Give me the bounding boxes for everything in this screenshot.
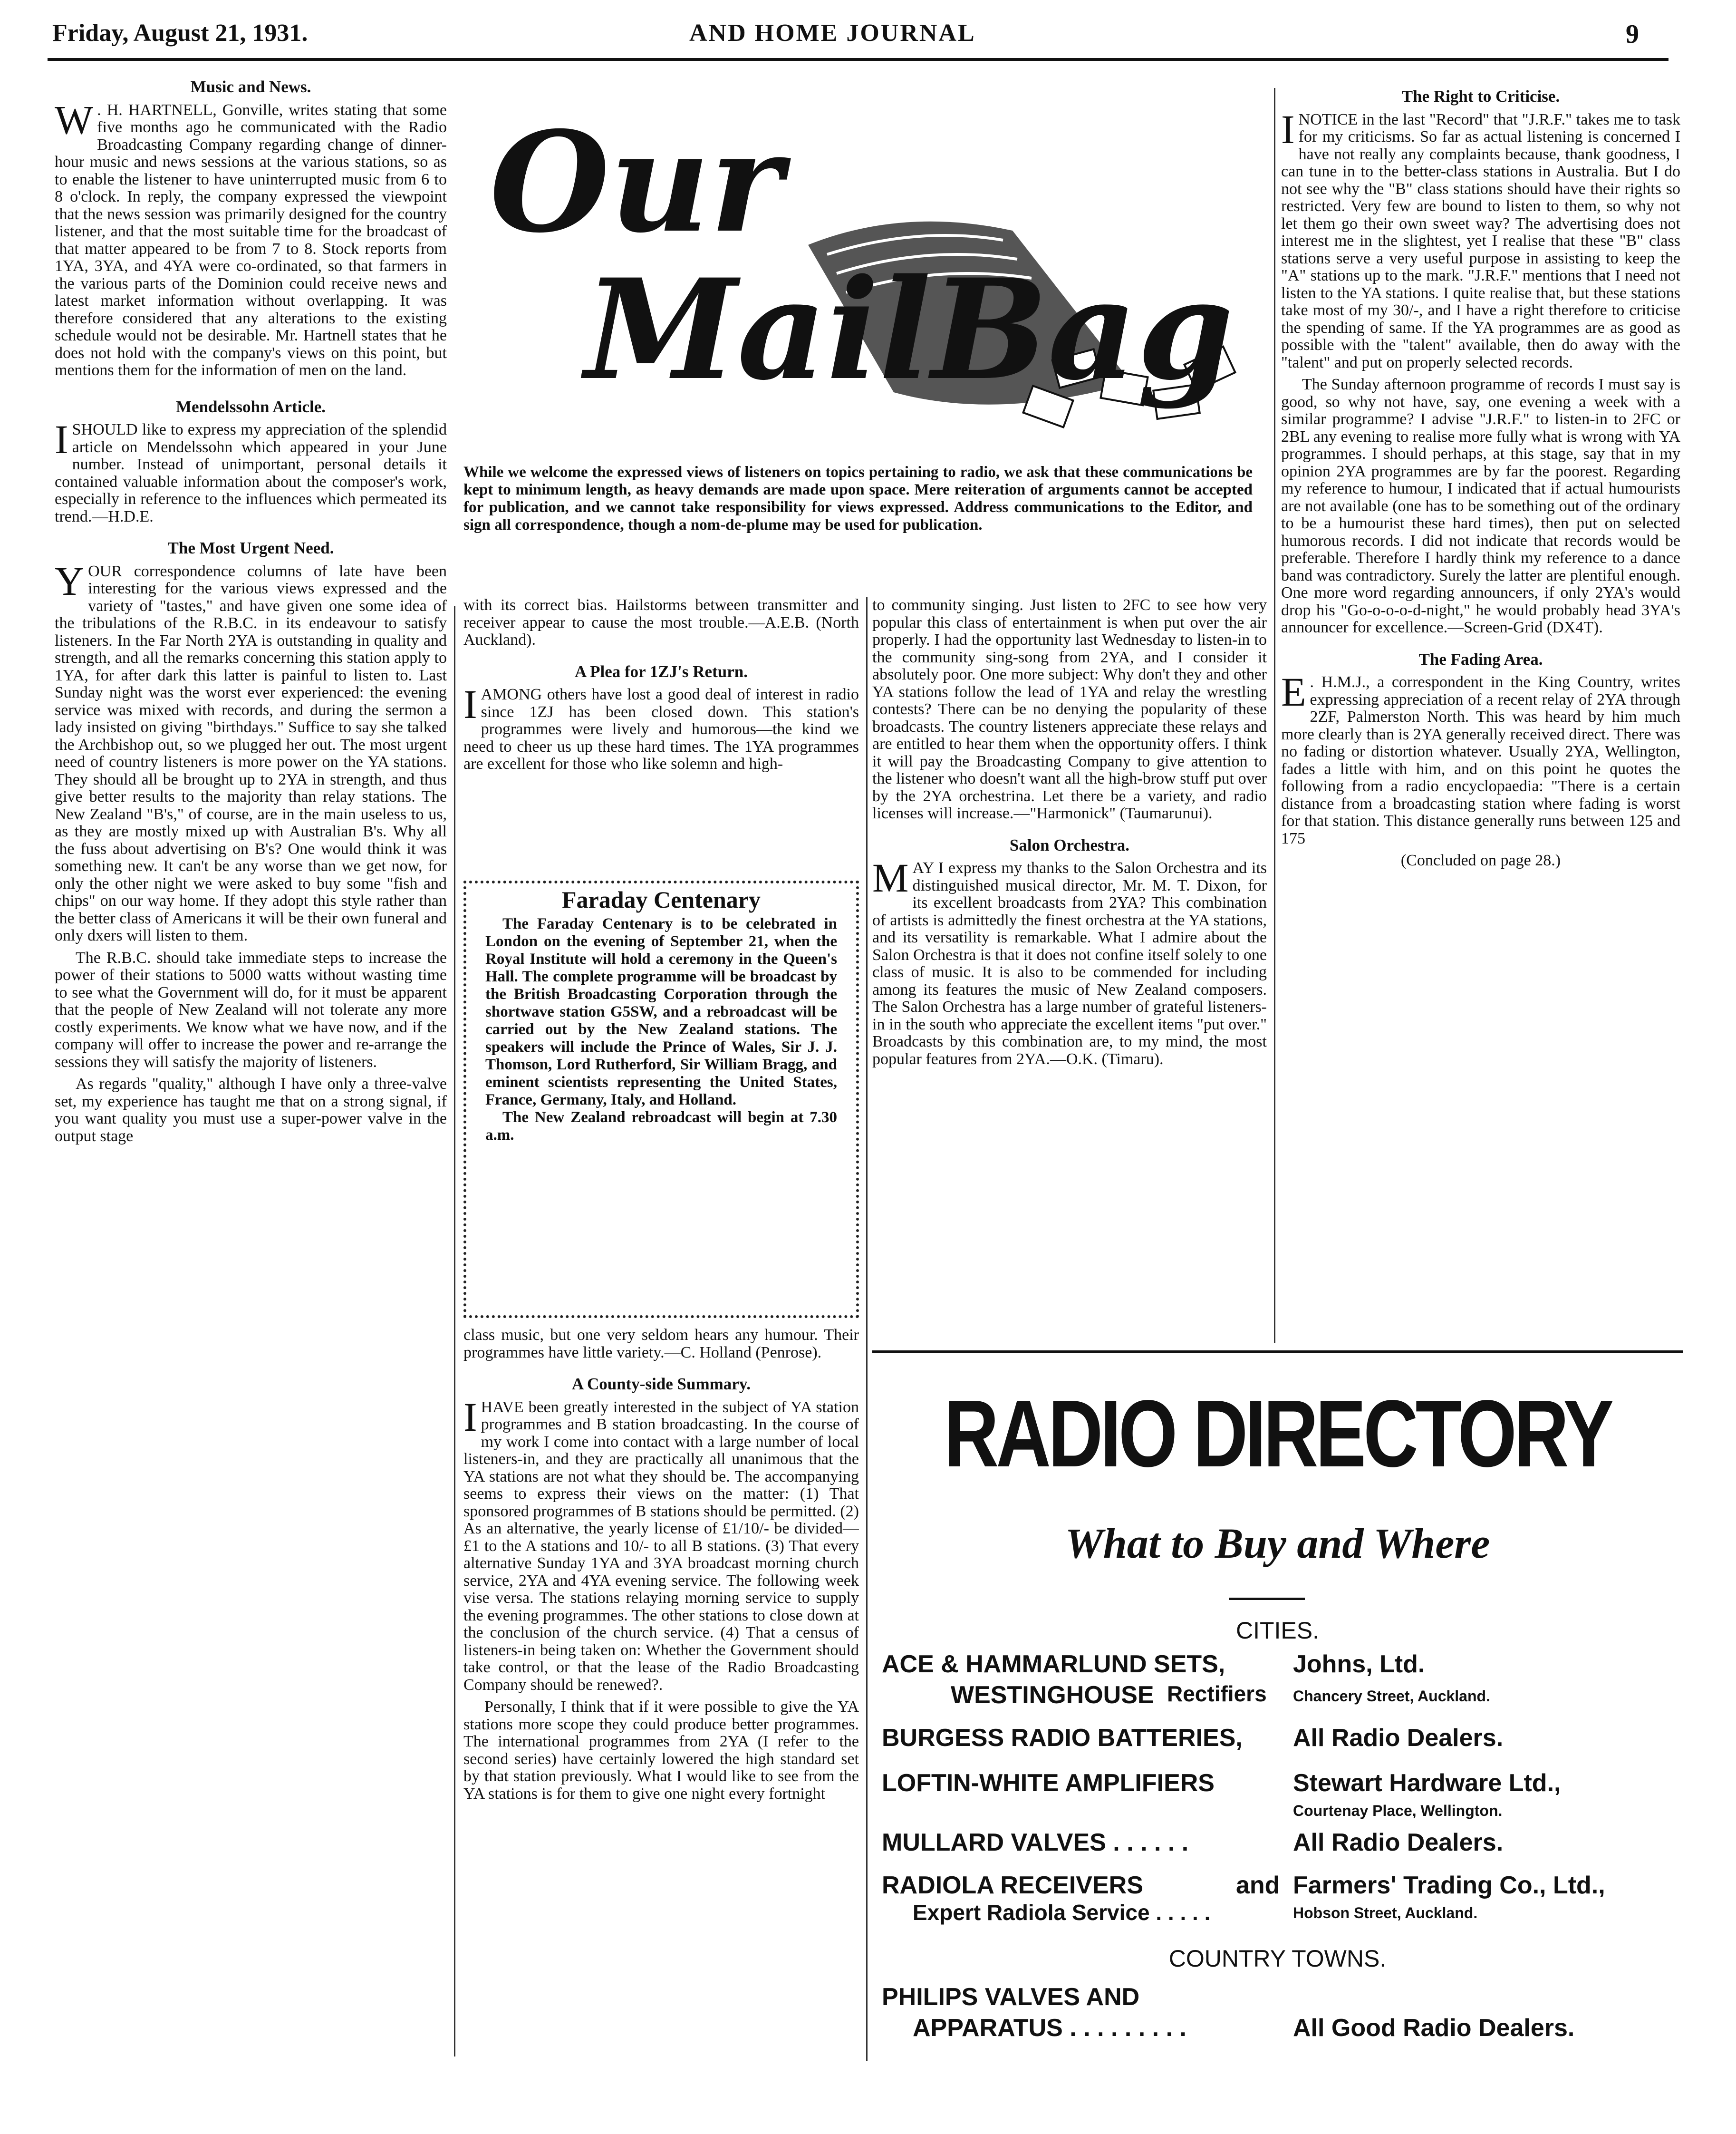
logo-word-our: Our: [490, 102, 783, 263]
column-2-top: [463, 597, 859, 877]
directory-address: Courtenay Place, Wellington.: [1293, 1802, 1503, 1819]
continuation-note: (Concluded on page 28.): [1400, 852, 1561, 869]
paragraph: with its correct bias. Hailstorms between transmitter and receiver appear to cause the most trouble.—A.E.B. (North Auckland).: [463, 597, 859, 649]
faraday-title: Faraday Centenary: [562, 886, 761, 913]
directory-item: MULLARD VALVES . . . . . .: [882, 1829, 1189, 1856]
paragraph: class music, but one very seldom hears any humour. Their programmes have little variety.—C. Holland (Penrose).: [463, 1327, 859, 1361]
column-divider: [1274, 88, 1275, 1343]
directory-item: Expert Radiola Service . . . . .: [913, 1900, 1211, 1925]
heading-right-to-criticise: The Right to Criticise.: [1401, 88, 1560, 106]
heading-urgent-need: The Most Urgent Need.: [167, 539, 334, 557]
directory-dealer: Johns, Ltd.: [1293, 1650, 1425, 1678]
column-1: [55, 78, 447, 2061]
letter-right-to-criticise: I NOTICE in the last "Record" that "J.R.F." takes me to task for my criticisms. So far as actual listening is concerned I have not really any complaints because, thank goodness, I can tune in to the better-class stations in Australia. But I do not see why the "B" class stations should have their rights so restricted. Very few are bound to listen to them, so why not let them go their own sweet way? The advertising does not interest me in the slightest, yet I realise that these "B" class stations serve a very useful purpose in assisting to keep the "A" stations up to the mark. "J.R.F." mentions that I need not listen to the YA stations. I quite realise that, but these stations take most of my 30/-, and I have a right therefore to criticise the spending of same. If the YA programmes are as good as possible with the "talent" available, then do away with the "talent" and put on properly selected records.: [1281, 106, 1680, 371]
directory-item: PHILIPS VALVES AND: [882, 1983, 1140, 2011]
letter-music-and-news: W . H. HARTNELL, Gonville, writes stating that some five months ago he communicated with the Radio Broadcasting Company regarding change of dinner-hour music and news sessions at the various stations, so as to enable the listener to have uninterrupted music from 6 to 8 o'clock. In reply, the company expressed the viewpoint that the news session was primarily designed for the country listener, and that the most suitable time for the broadcast of that matter appeared to be from 7 to 8. Stock reports from 1YA, 3YA, and 4YA were co-ordinated, so that farmers in the various parts of the Dominion could receive news and latest market information without overlapping. It was therefore considered that any alterations to the existing schedule would not be desirable. Mr. Hartnell states that he does not hold with the company's views on this point, but mentions them for the information of men on the land.: [55, 97, 447, 379]
directory-subtitle: What to Buy and Where: [1065, 1520, 1490, 1567]
column-3: [872, 597, 1267, 1348]
directory-item-extra: Rectifiers: [1167, 1681, 1267, 1706]
journal-title: AND HOME JOURNAL: [689, 19, 976, 47]
paragraph: The Sunday afternoon programme of records I must say is good, so why not have, say, one evening a week with a similar programme? I advise "J.R.F." to listen-in to 2FC or 2BL any evening to realise more fully what is wrong with YA programmes. I should perhaps, at this stage, say that in my opinion 2YA programmes are by far the poorest. Regarding my reference to humour, I indicated that if actual humourists are not available (one has to be something out of the ordinary to be a humourist these hard times), then put on selected humorous records. I did not indicate that records would be preferable. Therefore I hardly think my reference to a dance band was contradictory. Surely the latter are plentiful enough. One more word regarding announcers, if only 2YA's would drop his "Go-o-o-o-d-night," he would probably head 3YA's announcer for excellence.—Screen-Grid (DX4T).: [1281, 376, 1680, 636]
heading-mendelssohn: Mendelssohn Article.: [176, 397, 326, 416]
directory-dealer: All Radio Dealers.: [1293, 1829, 1504, 1856]
letter-urgent-need: YOUR correspondence columns of late have been interesting for the various views expressed and the variety of "tastes," and have given one some idea of the tribulations of the R.B.C. in its endeavour to satisfy listeners. In the Far North 2YA is outstanding in quality and strength, and all the remarks concerning this station apply to 1YA, for after dark this latter is painful to listen to. Last Sunday night was the worst ever experienced: the evening service was mixed with records, and during the sermon a lady insisted on giving "birthdays." Suffice to say she talked the Archbishop out, so we plugged her out. The most urgent need of country listeners is more power on the YA stations. They should all be brought up to 2YA in strength, and thus give better results to the majority than relay stations. The New Zealand "B's," of course, are in the main useless to us, as they are mostly mixed up with Australian B's. Why all the fuss about advertising on B's? One would think it was something new. It can't be any worse than we get now, for only the other night we were asked to buy some "fish and chips" on our way home. If they adopt this style rather than the better class of Americans it will be their own funeral and only dxers will listen to them.: [55, 558, 447, 944]
heading-salon-orchestra: Salon Orchestra.: [1009, 835, 1130, 854]
heading-music-and-news: Music and News.: [190, 78, 311, 96]
directory-item: ACE & HAMMARLUND SETS,: [882, 1650, 1225, 1678]
directory-item: LOFTIN-WHITE AMPLIFIERS: [882, 1769, 1215, 1797]
directory-dealer: Stewart Hardware Ltd.,: [1293, 1769, 1561, 1797]
letter-plea-1zj: I AMONG others have lost a good deal of interest in radio since 1ZJ has been closed down. This station's programmes were lively and humorous—the kind we need to cheer us up these hard times. The 1YA programmes are excellent for those who like solemn and high-: [463, 681, 859, 773]
directory-item: APPARATUS . . . . . . . . .: [913, 2014, 1186, 2042]
directory-divider: [1229, 1598, 1305, 1600]
directory-address: Hobson Street, Auckland.: [1293, 1904, 1478, 1921]
faraday-box: [463, 881, 859, 1318]
faraday-text: The Faraday Centenary is to be celebrated in London on the evening of September 21, when the Royal Institute will hold a ceremony in the Queen's Hall. The complete programme will be broadcast by the British Broadcasting Corporation through the shortwave station G5SW, and a rebroadcast will be carried out by the New Zealand stations. The speakers will include the Prince of Wales, Sir J. J. Thomson, Lord Rutherford, Sir William Bragg, and eminent scientists representing the United States, France, Germany, Italy, and Holland.: [485, 915, 837, 1108]
paragraph: The R.B.C. should take immediate steps to increase the power of their stations to 5000 watts without wasting time to see what the Government will do, for it must be apparent that the people of New Zealand will not tolerate any more costly experiments. We know what we have now, and if the company will offer to increase the power and re-arrange the sessions they will satisfy the majority of listeners.: [55, 949, 447, 1071]
issue-date: Friday, August 21, 1931.: [52, 19, 308, 47]
column-4: [1281, 88, 1680, 1348]
directory-dealer: Farmers' Trading Co., Ltd.,: [1293, 1872, 1605, 1899]
cities-label: CITIES.: [1235, 1617, 1320, 1644]
directory-dealer: All Radio Dealers.: [1293, 1724, 1504, 1752]
directory-item-extra: and: [1236, 1872, 1280, 1899]
directory-item: BURGESS RADIO BATTERIES,: [882, 1724, 1243, 1752]
directory-item: RADIOLA RECEIVERS: [882, 1872, 1143, 1899]
letter-county-side: I HAVE been greatly interested in the subject of YA station programmes and B station broadcasting. In the course of my work I come into contact with a large number of local listeners-in, and they are practically all unanimous that the YA stations are not what they should be. The accompanying seems to express their views on the matter: (1) That sponsored programmes of B stations should be permitted. (2) As an alternative, the yearly license of £1/10/- be divided—£1 to the A stations and 10/- to all B stations. (3) That every alternative Sunday 1YA and 3YA broadcast morning church service, 2YA and 4YA evening service. The following week vise versa. The stations relaying morning service to supply the evening programmes. The other stations to close down at the conclusion of the church service. (4) That a census of listeners-in being taken on: Whether the Government should take control, or that the lease of the Radio Broadcasting Company should be renewed?.: [463, 1394, 859, 1694]
header-rule: [48, 58, 1668, 61]
directory-rule: [872, 1350, 1683, 1353]
directory-dealer: All Good Radio Dealers.: [1293, 2014, 1575, 2042]
directory-item: WESTINGHOUSE: [951, 1681, 1154, 1709]
mail-bag-logo: [475, 88, 1283, 449]
paragraph: Personally, I think that if it were possible to give the YA stations more scope they could produce better programmes. The international programmes from 2YA (I refer to the second series) have certainly lowered the high standard set by that station previously. What I would like to see from the YA stations is for them to give one night every fortnight: [463, 1698, 859, 1803]
column-divider: [866, 597, 868, 2061]
letter-fading-area: E . H.M.J., a correspondent in the King Country, writes expressing appreciation of a recent relay of 2YA through 2ZF, Palmerston North. This was heard by him much more clearly than is 2YA generally received direct. There was no fading or distortion whatever. Usually 2YA, Wellington, fades a little with him, and on this point he quotes the following from a radio encyclopaedia: "There is a certain distance from a broadcasting station where fading is worst for that station. This distance generally runs between 125 and 175: [1281, 669, 1680, 847]
country-towns-label: COUNTRY TOWNS.: [1168, 1945, 1387, 1972]
paragraph: As regards "quality," although I have only a three-valve set, my experience has taught me that on a strong signal, if you want quality you must use a super-power valve in the output stage: [55, 1075, 447, 1145]
letter-salon-orchestra: MAY I express my thanks to the Salon Orchestra and its distinguished musical director, Mr. M. T. Dixon, for its excellent broadcasts from 2YA? This combination of artists is admittedly the finest orchestra at the YA stations, and its versatility is remarkable. What I admire about the Salon Orchestra is that it does not confine itself solely to one class of music. It is also to be commended for including among its features the music of New Zealand composers. The Salon Orchestra has a large number of grateful listeners-in in the south who appreciate the excellent items "put over." Broadcasts by this combination are, to my mind, the most popular features from 2YA.—O.K. (Timaru).: [872, 855, 1267, 1068]
column-2-bottom: [463, 1327, 859, 2061]
logo-word-mailbag: MailBag: [585, 249, 1234, 411]
column-divider: [454, 606, 455, 2056]
letter-mendelssohn: I SHOULD like to express my appreciation of the splendid article on Mendelssohn which appeared in your June number. Instead of unimportant, personal details it contained valuable information about the composer's work, especially in reference to the influences which permeated its trend.—H.D.E.: [55, 417, 447, 525]
directory-title: RADIO DIRECTORY: [944, 1380, 1611, 1487]
paragraph: to community singing. Just listen to 2FC to see how very popular this class of entertainment is when put over the air properly. I had the opportunity last Wednesday to listen-in to the community sing-song from 2YA, and I consider it absolutely poor. One more subject: Why don't they and other YA stations follow the lead of 1YA and relay the wrestling contests? There can be no denying the popularity of these broadcasts. The country listeners appreciate these relays and are entitled to hear them when the opportunity offers. I think it will pay the Broadcasting Company to give attention to the listener who doesn't want all the high-brow stuff put over by the 2YA orchestrina. Let there be a variety, and radio licenses will increase.—"Harmonick" (Taumarunui).: [872, 597, 1267, 822]
page-number: 9: [1626, 19, 1639, 49]
editor-note: While we welcome the expressed views of listeners on topics pertaining to radio, we ask that these communications be kept to minimum length, as heavy demands are made upon space. Mere reiteration of arguments cannot be accepted for publication, and we cannot take responsibility for views expressed. Address communications to the Editor, and sign all correspondence, though a nom-de-plume may be used for publication.: [463, 464, 1253, 534]
heading-plea-1zj: A Plea for 1ZJ's Return.: [575, 662, 748, 681]
faraday-text-2: The New Zealand rebroadcast will begin at 7.30 a.m.: [485, 1109, 837, 1144]
heading-county-side: A County-side Summary.: [571, 1375, 751, 1393]
directory-address: Chancery Street, Auckland.: [1293, 1688, 1490, 1705]
heading-fading-area: The Fading Area.: [1418, 650, 1543, 669]
